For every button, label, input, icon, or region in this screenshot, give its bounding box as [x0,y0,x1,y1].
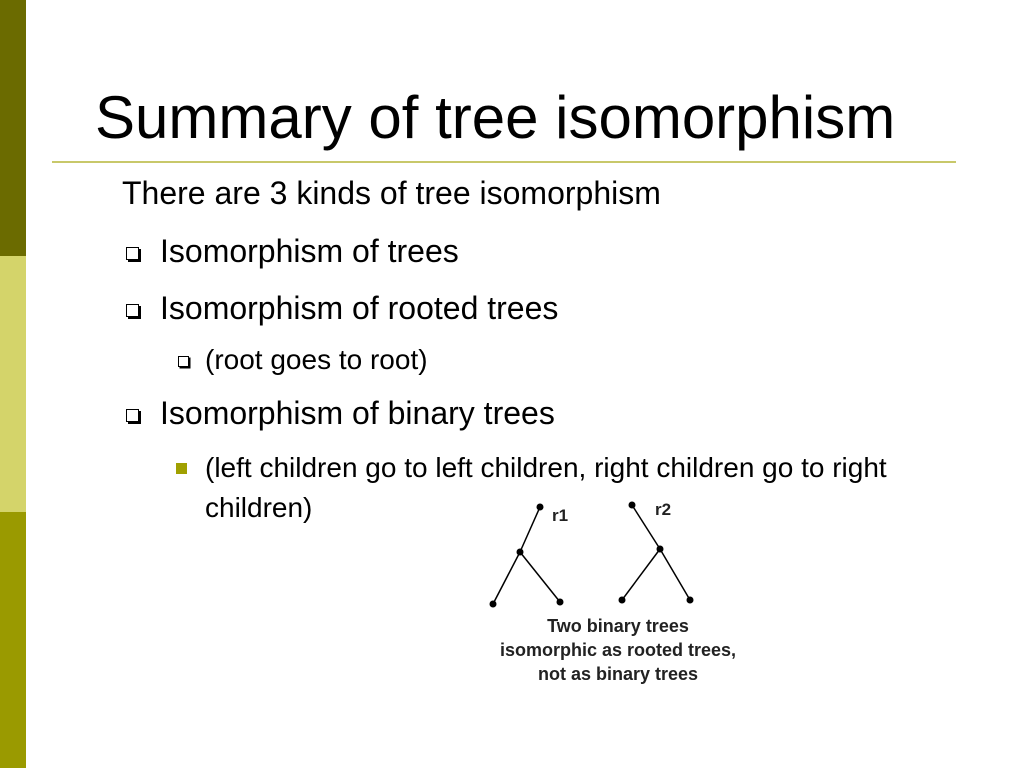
tree2-edge [622,549,660,600]
sub-bullet-root: (root goes to root) [205,344,428,375]
hollow-square-bullet-icon [126,304,139,317]
tree2-leaf-node [619,597,626,604]
sidebar-stripe-middle [0,256,26,512]
figure-caption [480,614,756,686]
tree2-root-label: r2 [655,500,672,519]
tree2-root-node [629,502,636,509]
tree1-node [517,549,524,556]
trees-diagram [480,492,780,622]
hollow-square-bullet-icon [126,409,139,422]
caption-line: isomorphic as rooted trees, [499,640,737,660]
caption-line: Two binary trees [547,616,689,636]
bullet-trees: Isomorphism of trees [160,233,459,269]
tree1-edge [520,507,540,552]
hollow-square-bullet-icon [126,247,139,260]
sidebar-stripe-bottom [0,512,26,768]
bullet-binary-trees: Isomorphism of binary trees [160,395,555,431]
title-divider [52,161,956,163]
filled-square-bullet-icon [176,463,187,474]
tree1-edge [520,552,560,602]
hollow-square-bullet-icon [178,356,189,367]
sub-bullet-children: (left children go to left children, right children go to right children) [205,452,887,523]
caption-line: not as binary trees [537,664,699,684]
binary-trees-figure [480,492,780,692]
tree2-edge [660,549,690,600]
intro-text: There are 3 kinds of tree isomorphism [122,175,661,211]
tree1-root-label: r1 [552,506,569,525]
bullet-rooted-trees: Isomorphism of rooted trees [160,290,559,326]
sidebar-stripe-top [0,0,26,256]
slide-title: Summary of tree isomorphism [95,84,896,151]
tree2-node [657,546,664,553]
tree1-leaf-node [490,601,497,608]
tree2-leaf-node [687,597,694,604]
tree1-root-node [537,504,544,511]
tree1-edge [493,552,520,604]
tree1-leaf-node [557,599,564,606]
